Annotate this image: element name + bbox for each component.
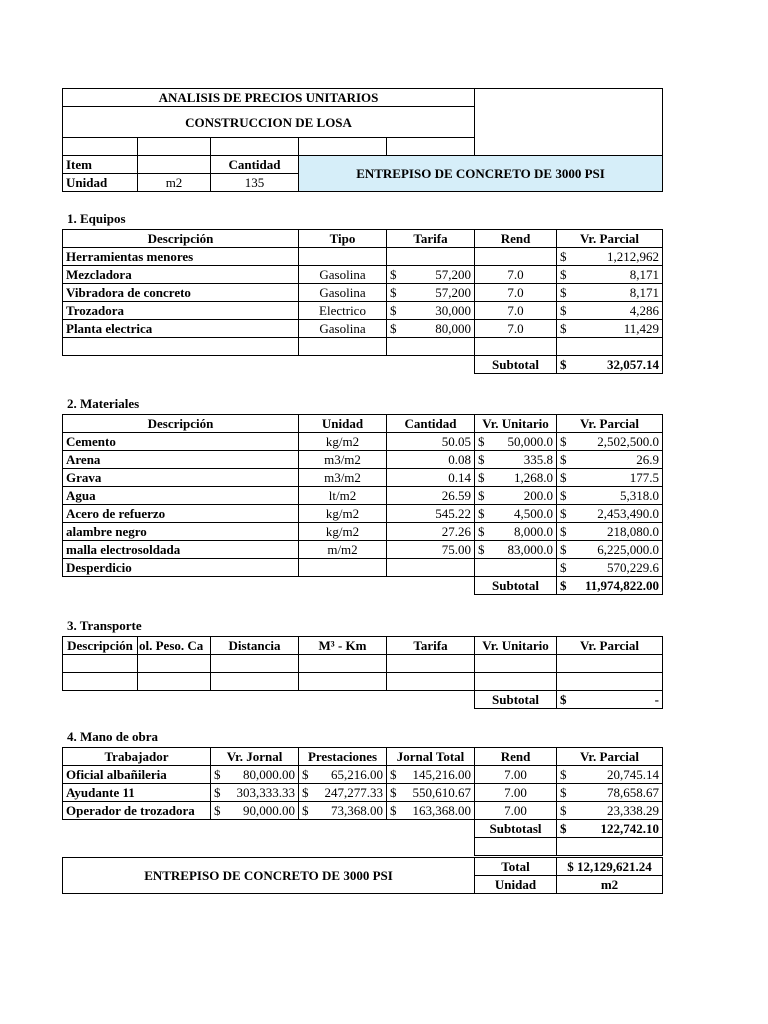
table-row: [63, 559, 663, 577]
material-unitario-value: 50,000.0: [507, 434, 553, 449]
equipo-tarifa-value: 57,200: [435, 267, 471, 282]
currency-sign: $: [390, 767, 397, 782]
col-header: Rend: [475, 230, 557, 248]
currency-sign: $: [478, 452, 485, 467]
table-row: [63, 451, 663, 469]
material-parcial-value: 2,453,490.0: [597, 506, 659, 521]
equipo-parcial-value: 8,171: [629, 267, 659, 282]
table-row: [63, 248, 663, 266]
trabajador-jornal-total: [387, 766, 475, 784]
material-unidad: [299, 559, 387, 577]
total-label: Total: [475, 858, 557, 876]
material-unitario: [475, 541, 557, 559]
equipo-parcial-value: 8,171: [629, 285, 659, 300]
table-row: [63, 766, 663, 784]
material-unidad: kg/m2: [299, 505, 387, 523]
equipo-tarifa-value: 80,000: [435, 321, 471, 336]
material-desc: Agua: [63, 487, 299, 505]
trabajador-parcial: [557, 802, 663, 820]
material-desc: Cemento: [63, 433, 299, 451]
equipos-rows: [63, 248, 663, 338]
table-row: [63, 469, 663, 487]
trabajador-name: Operador de trozadora: [63, 802, 211, 820]
equipo-tipo: Gasolina: [299, 320, 387, 338]
trabajador-jornal-total-value: 550,610.67: [412, 785, 471, 800]
currency-sign: $: [560, 321, 567, 336]
equipo-tipo: Gasolina: [299, 284, 387, 302]
currency-sign: $: [560, 303, 567, 318]
currency-sign: $: [560, 692, 567, 707]
trabajador-prestaciones: [299, 766, 387, 784]
equipo-parcial: [557, 284, 663, 302]
col-header: Descripción: [63, 415, 299, 433]
equipos-title: 1. Equipos: [67, 211, 126, 226]
material-cantidad: 50.05: [387, 433, 475, 451]
material-unitario: [475, 505, 557, 523]
header-table: [62, 88, 663, 192]
material-cantidad: 545.22: [387, 505, 475, 523]
total-description: ENTREPISO DE CONCRETO DE 3000 PSI: [63, 858, 475, 894]
equipo-tipo: Gasolina: [299, 266, 387, 284]
currency-sign: $: [214, 803, 221, 818]
col-header: Prestaciones: [299, 748, 387, 766]
equipo-tipo: Electrico: [299, 302, 387, 320]
currency-sign: $: [390, 321, 397, 336]
material-parcial: [557, 559, 663, 577]
material-parcial-value: 6,225,000.0: [597, 542, 659, 557]
currency-sign: $: [302, 785, 309, 800]
currency-sign: $: [560, 434, 567, 449]
currency-sign: $: [560, 767, 567, 782]
equipo-parcial: [557, 266, 663, 284]
equipo-rend: [475, 248, 557, 266]
currency-sign: $: [214, 785, 221, 800]
material-unitario-value: 83,000.0: [507, 542, 553, 557]
col-header: Unidad: [299, 415, 387, 433]
currency-sign: $: [478, 506, 485, 521]
materiales-subtotal-value: 11,974,822.00: [584, 578, 659, 593]
material-parcial: [557, 523, 663, 541]
total-value: $ 12,129,621.24: [557, 858, 663, 876]
trabajador-jornal-value: 90,000.00: [243, 803, 295, 818]
material-parcial: [557, 487, 663, 505]
trabajador-jornal: [211, 802, 299, 820]
trabajador-prestaciones-value: 73,368.00: [331, 803, 383, 818]
equipo-parcial: [557, 248, 663, 266]
equipo-desc: Herramientas menores: [63, 248, 299, 266]
currency-sign: $: [478, 488, 485, 503]
trabajador-prestaciones-value: 247,277.33: [324, 785, 383, 800]
trabajador-jornal-value: 80,000.00: [243, 767, 295, 782]
col-header: Trabajador: [63, 748, 211, 766]
page-title: ANALISIS DE PRECIOS UNITARIOS: [63, 89, 475, 107]
header-blank: [475, 89, 663, 156]
material-unitario-value: 1,268.0: [514, 470, 553, 485]
material-cantidad: 75.00: [387, 541, 475, 559]
material-parcial: [557, 469, 663, 487]
currency-sign: $: [560, 560, 567, 575]
material-unitario: [475, 487, 557, 505]
table-row: [63, 284, 663, 302]
trabajador-jornal-total-value: 163,368.00: [412, 803, 471, 818]
material-cantidad: 0.08: [387, 451, 475, 469]
table-row: [63, 541, 663, 559]
table-row: [63, 302, 663, 320]
table-row: [63, 784, 663, 802]
trabajador-rend: 7.00: [475, 766, 557, 784]
trabajador-jornal-total-value: 145,216.00: [412, 767, 471, 782]
currency-sign: $: [560, 542, 567, 557]
equipos-subtotal-value: 32,057.14: [607, 357, 659, 372]
trabajador-parcial: [557, 784, 663, 802]
currency-sign: $: [390, 285, 397, 300]
currency-sign: $: [560, 524, 567, 539]
material-parcial-value: 177.5: [629, 470, 659, 485]
currency-sign: $: [478, 434, 485, 449]
trabajador-rend: 7.00: [475, 802, 557, 820]
material-desc: Arena: [63, 451, 299, 469]
currency-sign: $: [302, 803, 309, 818]
col-header: Tarifa: [387, 637, 475, 655]
materiales-rows: [63, 433, 663, 577]
material-parcial: [557, 505, 663, 523]
mano-obra-title: 4. Mano de obra: [67, 729, 158, 744]
currency-sign: $: [302, 767, 309, 782]
col-header: Vr. Parcial: [557, 230, 663, 248]
transporte-table: [62, 636, 663, 709]
col-header: Vr. Jornal: [211, 748, 299, 766]
material-unitario-value: 8,000.0: [514, 524, 553, 539]
total-unidad-label: Unidad: [475, 876, 557, 894]
unidad-label: Unidad: [63, 174, 138, 192]
trabajador-parcial-value: 78,658.67: [607, 785, 659, 800]
equipo-parcial: [557, 320, 663, 338]
material-unitario: [475, 451, 557, 469]
material-unitario: [475, 559, 557, 577]
currency-sign: $: [560, 578, 567, 593]
equipo-tarifa: [387, 302, 475, 320]
table-row: [63, 433, 663, 451]
currency-sign: $: [478, 470, 485, 485]
transporte-subtotal-value: -: [654, 692, 659, 707]
equipo-tarifa: [387, 320, 475, 338]
transporte-subtotal-label: Subtotal: [475, 691, 557, 709]
col-header: Vr. Parcial: [557, 748, 663, 766]
cantidad-value: 135: [211, 174, 299, 192]
material-unitario: [475, 433, 557, 451]
equipo-desc: Vibradora de concreto: [63, 284, 299, 302]
col-header: Distancia: [211, 637, 299, 655]
total-unidad-value: m2: [557, 876, 663, 894]
currency-sign: $: [560, 785, 567, 800]
trabajador-rend: 7.00: [475, 784, 557, 802]
trabajador-parcial-value: 20,745.14: [607, 767, 659, 782]
currency-sign: $: [560, 803, 567, 818]
currency-sign: $: [560, 488, 567, 503]
material-parcial-value: 2,502,500.0: [597, 434, 659, 449]
col-header: Cantidad: [387, 415, 475, 433]
material-parcial-value: 26.9: [636, 452, 659, 467]
equipo-rend: 7.0: [475, 320, 557, 338]
currency-sign: $: [560, 470, 567, 485]
material-unidad: lt/m2: [299, 487, 387, 505]
col-header: Tarifa: [387, 230, 475, 248]
equipo-tarifa: [387, 284, 475, 302]
item-label: Item: [63, 156, 138, 174]
equipo-tarifa: [387, 248, 475, 266]
col-header: Vr. Unitario: [475, 415, 557, 433]
material-parcial: [557, 451, 663, 469]
table-row: [63, 487, 663, 505]
material-desc: malla electrosoldada: [63, 541, 299, 559]
col-header: M³ - Km: [299, 637, 387, 655]
total-table: [62, 857, 663, 894]
material-unitario-value: 335.8: [523, 452, 553, 467]
equipo-desc: Planta electrica: [63, 320, 299, 338]
material-cantidad: 27.26: [387, 523, 475, 541]
currency-sign: $: [560, 821, 567, 836]
material-parcial-value: 218,080.0: [607, 524, 659, 539]
mano-obra-subtotal-value: 122,742.10: [600, 821, 659, 836]
trabajador-jornal: [211, 784, 299, 802]
equipo-rend: 7.0: [475, 302, 557, 320]
material-cantidad: 26.59: [387, 487, 475, 505]
equipo-parcial-value: 4,286: [629, 303, 659, 318]
mano-obra-subtotal-label: Subtotasl: [475, 820, 557, 838]
material-desc: Acero de refuerzo: [63, 505, 299, 523]
cantidad-label: Cantidad: [211, 156, 299, 174]
trabajador-jornal-total: [387, 784, 475, 802]
col-header: Descripción: [63, 230, 299, 248]
trabajador-parcial-value: 23,338.29: [607, 803, 659, 818]
materiales-table: [62, 414, 663, 595]
col-header: Tipo: [299, 230, 387, 248]
currency-sign: $: [390, 303, 397, 318]
currency-sign: $: [560, 357, 567, 372]
page-subtitle: CONSTRUCCION DE LOSA: [63, 107, 475, 138]
material-cantidad: [387, 559, 475, 577]
currency-sign: $: [560, 452, 567, 467]
material-unitario: [475, 523, 557, 541]
trabajador-prestaciones-value: 65,216.00: [331, 767, 383, 782]
col-header: Vr. Parcial: [557, 637, 663, 655]
material-parcial-value: 570,229.6: [607, 560, 659, 575]
material-desc: Desperdicio: [63, 559, 299, 577]
trabajador-jornal: [211, 766, 299, 784]
material-unidad: kg/m2: [299, 523, 387, 541]
equipo-parcial-value: 1,212,962: [607, 249, 659, 264]
material-parcial: [557, 541, 663, 559]
equipos-subtotal-label: Subtotal: [475, 356, 557, 374]
equipo-rend: 7.0: [475, 284, 557, 302]
col-header: Vr. Unitario: [475, 637, 557, 655]
equipo-tarifa-value: 57,200: [435, 285, 471, 300]
trabajador-name: Ayudante 11: [63, 784, 211, 802]
col-header: Descripción: [63, 637, 138, 655]
equipo-parcial-value: 11,429: [623, 321, 659, 336]
currency-sign: $: [478, 542, 485, 557]
materiales-title: 2. Materiales: [67, 396, 140, 411]
trabajador-jornal-total: [387, 802, 475, 820]
materiales-subtotal-label: Subtotal: [475, 577, 557, 595]
mano-obra-rows: [63, 766, 663, 820]
mano-obra-table: [62, 747, 663, 856]
col-header: ol. Peso. Ca: [138, 637, 211, 655]
currency-sign: $: [390, 803, 397, 818]
table-row: [63, 320, 663, 338]
material-unitario: [475, 469, 557, 487]
trabajador-prestaciones: [299, 802, 387, 820]
equipo-tipo: [299, 248, 387, 266]
table-row: [63, 523, 663, 541]
trabajador-prestaciones: [299, 784, 387, 802]
currency-sign: $: [390, 267, 397, 282]
col-header: Rend: [475, 748, 557, 766]
currency-sign: $: [560, 285, 567, 300]
currency-sign: $: [478, 524, 485, 539]
material-parcial-value: 5,318.0: [620, 488, 659, 503]
material-unidad: m/m2: [299, 541, 387, 559]
col-header: Vr. Parcial: [557, 415, 663, 433]
currency-sign: $: [560, 506, 567, 521]
material-unidad: kg/m2: [299, 433, 387, 451]
currency-sign: $: [560, 249, 567, 264]
equipo-rend: 7.0: [475, 266, 557, 284]
material-unidad: m3/m2: [299, 469, 387, 487]
table-row: [63, 505, 663, 523]
material-unitario-value: 4,500.0: [514, 506, 553, 521]
currency-sign: $: [560, 267, 567, 282]
transporte-title: 3. Transporte: [67, 618, 142, 633]
material-desc: Grava: [63, 469, 299, 487]
equipo-parcial: [557, 302, 663, 320]
equipo-tarifa: [387, 266, 475, 284]
currency-sign: $: [390, 785, 397, 800]
equipos-table: [62, 229, 663, 374]
equipo-desc: Mezcladora: [63, 266, 299, 284]
trabajador-jornal-value: 303,333.33: [236, 785, 295, 800]
currency-sign: $: [214, 767, 221, 782]
material-parcial: [557, 433, 663, 451]
material-unidad: m3/m2: [299, 451, 387, 469]
trabajador-parcial: [557, 766, 663, 784]
material-unitario-value: 200.0: [523, 488, 553, 503]
col-header: Jornal Total: [387, 748, 475, 766]
material-cantidad: 0.14: [387, 469, 475, 487]
equipo-tarifa-value: 30,000: [435, 303, 471, 318]
equipo-desc: Trozadora: [63, 302, 299, 320]
unidad-value: m2: [138, 174, 211, 192]
material-desc: alambre negro: [63, 523, 299, 541]
header-description: ENTREPISO DE CONCRETO DE 3000 PSI: [299, 156, 663, 192]
table-row: [63, 802, 663, 820]
trabajador-name: Oficial albañileria: [63, 766, 211, 784]
table-row: [63, 266, 663, 284]
